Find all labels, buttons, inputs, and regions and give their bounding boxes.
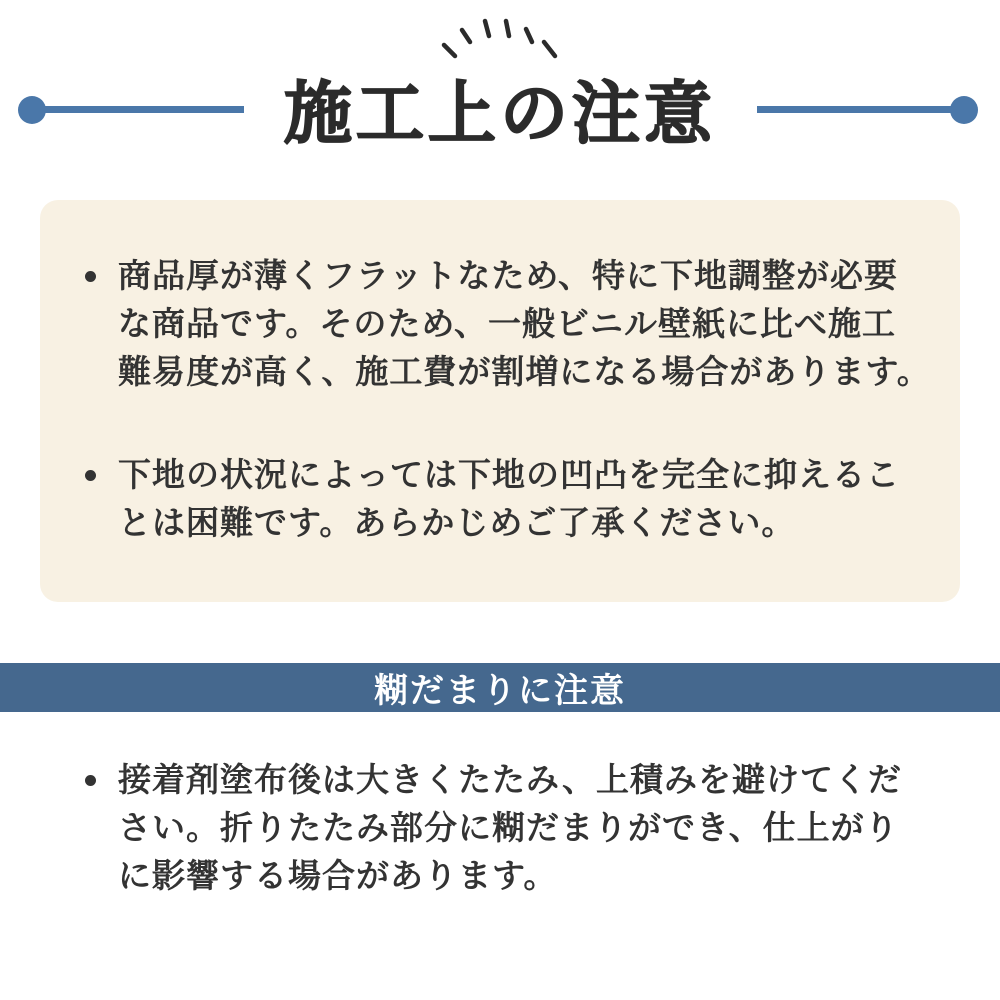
bullet-line: さい。折りたたみ部分に糊だまりができ、仕上がり bbox=[118, 809, 899, 846]
notice-bullet-1-text bbox=[118, 252, 931, 396]
glue-bullet-1-text bbox=[118, 756, 902, 900]
bullet-line: な商品です。そのため、一般ビニル壁紙に比べ施工 bbox=[118, 305, 897, 342]
glue-bullet-1 bbox=[85, 756, 902, 900]
notice-box bbox=[40, 200, 960, 602]
bullet-line: 下地の状況によっては下地の凹凸を完全に抑えるこ bbox=[118, 456, 900, 493]
bullet-line: とは困難です。あらかじめご了承ください。 bbox=[118, 504, 796, 541]
notice-bullet-2 bbox=[85, 451, 900, 547]
page-title: 施工上の注意 bbox=[283, 76, 716, 152]
title-accent-dot-right bbox=[950, 96, 978, 124]
title-accent-bar-right bbox=[757, 106, 953, 113]
notice-bullet-2-text bbox=[118, 451, 900, 547]
bullet-line: 接着剤塗布後は大きくたたみ、上積みを避けてくだ bbox=[118, 761, 902, 798]
bullet-line: 難易度が高く、施工費が割増になる場合があります。 bbox=[118, 353, 931, 390]
bullet-line: 商品厚が薄くフラットなため、特に下地調整が必要 bbox=[118, 257, 899, 294]
glue-warning-banner bbox=[0, 663, 1000, 712]
bullet-dot bbox=[85, 470, 96, 481]
bullet-dot bbox=[85, 775, 96, 786]
notice-bullet-1 bbox=[85, 252, 931, 396]
sparkle-icon bbox=[428, 14, 572, 62]
glue-warning-banner-label: 糊だまりに注意 bbox=[374, 672, 626, 710]
bullet-dot bbox=[85, 271, 96, 282]
bullet-line: に影響する場合があります。 bbox=[118, 857, 558, 894]
